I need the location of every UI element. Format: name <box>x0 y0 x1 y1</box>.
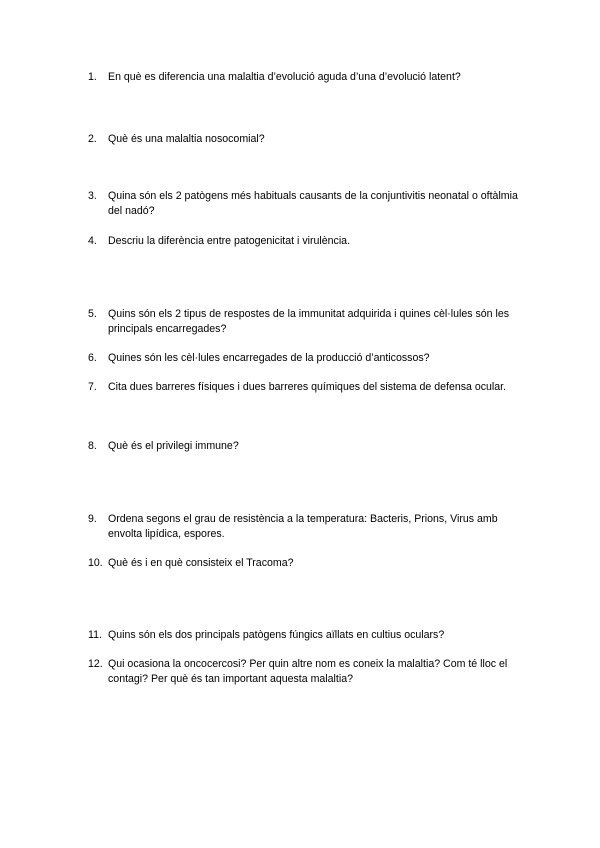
question-item <box>88 380 518 395</box>
question-number: 6. <box>88 352 97 364</box>
question-number: 12. <box>88 658 103 670</box>
question-text: Què és i en què consisteix el Tracoma? <box>108 557 294 569</box>
question-item <box>88 189 518 219</box>
question-text: Ordena segons el grau de resistència a la temperatura: Bacteris, Prions, Virus amb envolta lipídica, espores. <box>108 513 498 540</box>
question-text: Què és una malaltia nosocomial? <box>108 133 265 145</box>
question-text: Qui ocasiona la oncocercosi? Per quin altre nom es coneix la malaltia? Com té lloc el contagi? Per què és tan important aquesta malaltia? <box>108 658 508 685</box>
question-item <box>88 512 518 542</box>
question-text: Quina són els 2 patògens més habituals causants de la conjuntivitis neonatal o oftàlmia del nadó? <box>108 190 518 217</box>
question-number: 11. <box>88 629 102 641</box>
question-item <box>88 351 518 366</box>
question-text: Quines són les cèl·lules encarregades de la producció d’anticossos? <box>108 352 430 364</box>
question-item <box>88 657 518 687</box>
question-number: 2. <box>88 133 97 145</box>
question-item <box>88 439 518 454</box>
question-number: 1. <box>88 71 97 83</box>
question-text: Descriu la diferència entre patogenicitat i virulència. <box>108 235 351 247</box>
question-number: 8. <box>88 440 97 452</box>
question-item <box>88 234 518 249</box>
question-text: Cita dues barreres físiques i dues barreres químiques del sistema de defensa ocular. <box>108 381 507 393</box>
question-number: 4. <box>88 235 97 247</box>
question-text: Què és el privilegi immune? <box>108 440 239 452</box>
question-number: 10. <box>88 557 103 569</box>
question-number: 9. <box>88 513 97 525</box>
question-number: 5. <box>88 308 97 320</box>
question-number: 7. <box>88 381 97 393</box>
question-text: Quins són els 2 tipus de respostes de la immunitat adquirida i quines cèl·lules són les principals encarregades? <box>108 308 510 335</box>
question-text: Quins són els dos principals patògens fúngics aïllats en cultius oculars? <box>108 629 445 641</box>
question-item <box>88 70 518 85</box>
question-item <box>88 556 518 571</box>
question-item <box>88 628 518 643</box>
question-item <box>88 132 518 147</box>
question-item <box>88 307 518 337</box>
question-text: En què es diferencia una malaltia d’evolució aguda d’una d’evolució latent? <box>108 71 461 83</box>
question-number: 3. <box>88 190 97 202</box>
